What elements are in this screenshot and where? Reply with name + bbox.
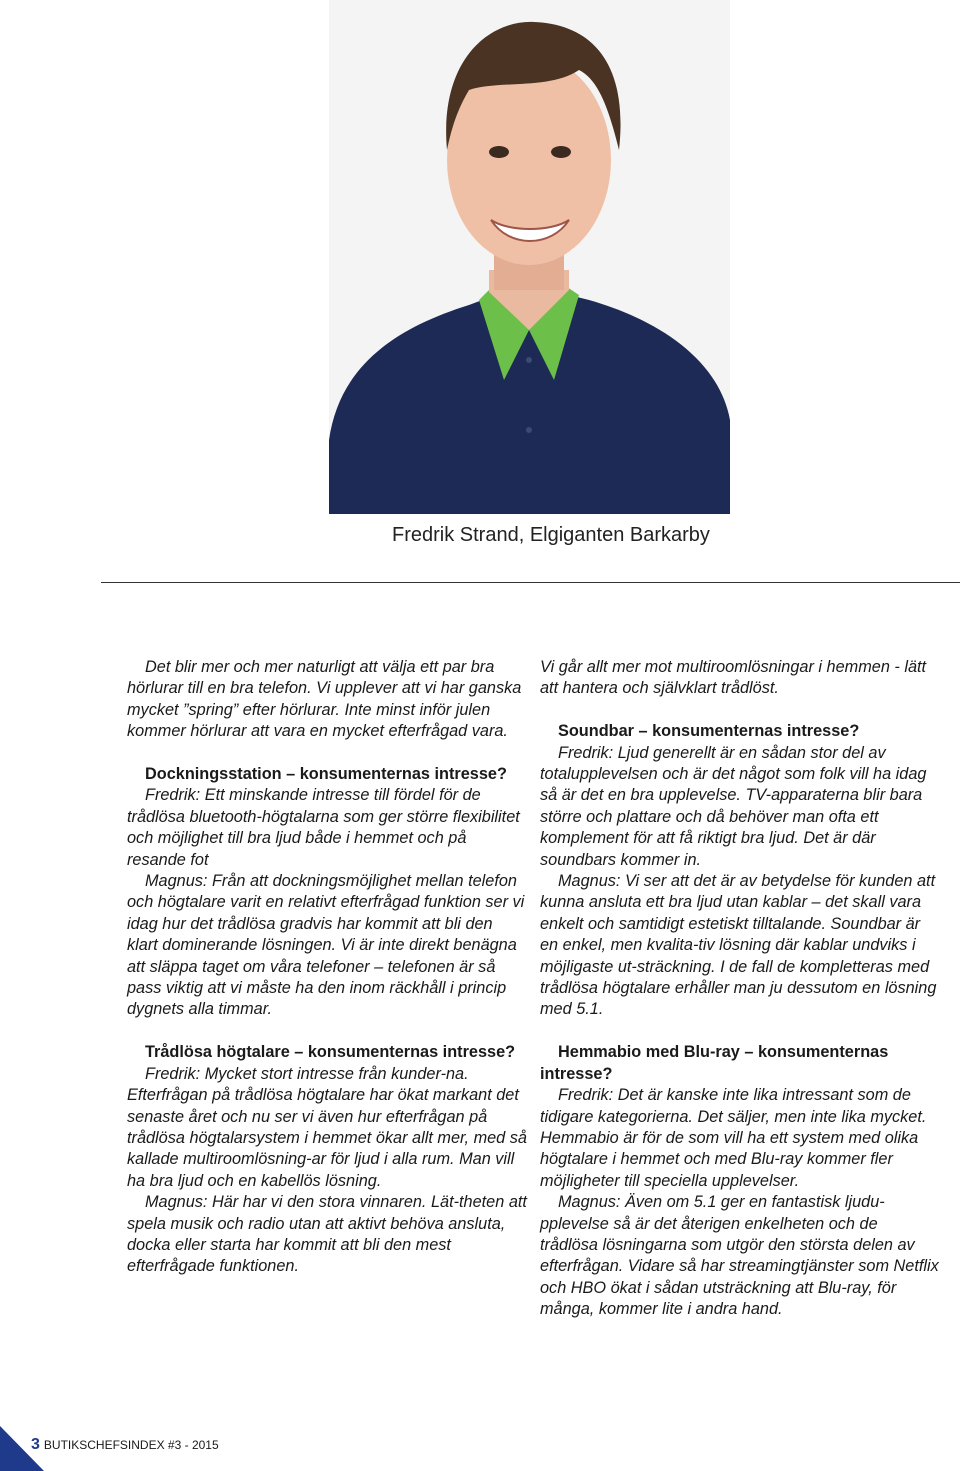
portrait-illustration [329, 0, 730, 514]
paragraph: Vi går allt mer mot multiroomlösningar i hemmen - lätt att hantera och självklart trådlöst. [540, 658, 927, 698]
publication-name: BUTIKSCHEFSINDEX #3 - 2015 [43, 1438, 219, 1452]
paragraph: Magnus: Vi ser att det är av betydelse för kunden att kunna ansluta ett bra ljud utan kablar – det skall vara enkelt och samtidigt estetiskt tilltalande. Soundbar är en enkel, men kvalita-tiv lösning där kablar undviks i möjligaste ut-sträckning. I de fall de kompletteras med trådlösa högtalare erhåller man ju dessutom en lösning med 5.1. [540, 872, 937, 1019]
section-heading: Soundbar – konsumenternas intresse? [558, 722, 860, 741]
section-heading: Hemmabio med Blu-ray – konsumenternas intresse? [540, 1043, 889, 1083]
paragraph: Fredrik: Mycket stort intresse från kunder-na. Efterfrågan på trådlösa högtalare har ökat markant det senaste året och nu ser vi även hur efterfrågan på trådlösa högtalarsystem i hemmet ökar allt mer, med så kallade multiroomlösning-ar för ljud i alla rum. Man vill ha bra ljud och en kabellös lösning. [127, 1064, 527, 1190]
section-heading: Dockningsstation – konsumenternas intresse? [145, 765, 507, 784]
paragraph: Fredrik: Ljud generellt är en sådan stor del av totalupplevelsen och är det något som folk vill ha idag så är det en bra upplevelse. TV-apparaterna blir bara större och plattare och då behöver man ofta ett komplement för att få riktigt bra ljud. Det är där soundbars kommer in. [540, 743, 927, 869]
paragraph: Magnus: Från att dockningsmöjlighet mellan telefon och högtalare varit en relativt efterfrågad funktion ser vi idag hur det trådlösa gradvis har kommit att bli den klart dominerande lösningen. Vi är inte direkt benägna att släppa taget om våra telefoner – telefonen är så pass viktig att vi måste ha den inom räckhåll i princip dygnets alla timmar. [127, 872, 525, 1019]
right-column [540, 657, 940, 1321]
section-heading: Trådlösa högtalare – konsumenternas intresse? [145, 1043, 516, 1062]
portrait-photo [329, 0, 730, 514]
divider-rule [101, 582, 960, 583]
paragraph: Magnus: Även om 5.1 ger en fantastisk ljudu-pplevelse så är det återigen enkelheten och de trådlösa lösningarna som utgör den största delen av efterfrågan. Vidare så har streamingtjänster som Netflix och HBO ökat i sådan utsträckning att Blu-ray, för många, kommer lite i andra hand. [540, 1193, 939, 1319]
page-number: 3 [31, 1436, 40, 1453]
paragraph: Magnus: Här har vi den stora vinnaren. Lät-theten att spela musik och radio utan att aktivt behöva ansluta, docka eller starta har kommit att bli den mest efterfrågade funktionen. [127, 1193, 527, 1276]
left-column [127, 657, 527, 1278]
paragraph: Fredrik: Ett minskande intresse till fördel för de trådlösa bluetooth-högtalarna som ger större flexibilitet och möjlighet till bra ljud både i hemmet och på resande fot [127, 786, 520, 869]
photo-caption: Fredrik Strand, Elgiganten Barkarby [392, 524, 710, 546]
paragraph: Det blir mer och mer naturligt att välja ett par bra hörlurar till en bra telefon. Vi upplever att vi har ganska mycket ”spring” efter hörlurar. Inte minst inför julen kommer hörlurar att vara en mycket efterfrågad vara. [127, 658, 522, 741]
paragraph: Fredrik: Det är kanske inte lika intressant som de tidigare kategorierna. Det säljer, men inte lika mycket. Hemmabio är för de som vill ha ett system med olika högtalare i hemmet och med Blu-ray kommer fler möjligheter till speciella upplevelser. [540, 1086, 927, 1190]
page-footer [31, 1436, 219, 1454]
